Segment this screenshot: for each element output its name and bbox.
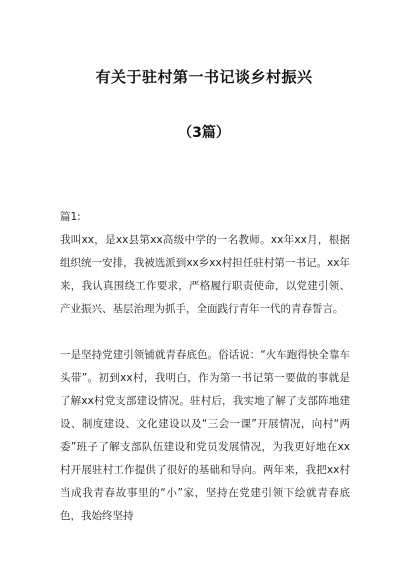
- document-body: [60, 206, 350, 528]
- paragraph: 我叫xx，是xx县第xx高级中学的一名教师。xx年xx月，根据组织统一安排，我被选派到xx乡xx村担任驻村第一书记。xx年来，我认真围绕工作要求，严格履行职责使命，以党建引领、产业振兴、基层治理为抓手，全面践行青年一代的青春誓言。: [60, 234, 350, 315]
- paragraph: 一是坚持党建引领铺就青春底色。俗话说：“火车跑得快全靠车头带”。初到xx村，我明白，作为第一书记第一要做的事就是了解xx村党支部建设情况。驻村后，我实地了解了支部阵地建设、制度建设、文化建设以及“三会一课”开展情况，向村“两委”班子了解支部队伍建设和党员发展情况，为我更好地在xx村开展驻村工作提供了很好的基础和导向。两年来，我把xx村当成我青春故事里的“小”家，坚持在党建引领下绘就青春底色，我始终坚持: [60, 349, 350, 522]
- section-label: 篇1:: [60, 211, 81, 223]
- document-title: 有关于驻村第一书记谈乡村振兴: [95, 68, 313, 86]
- document-subtitle: （3篇）: [178, 125, 230, 141]
